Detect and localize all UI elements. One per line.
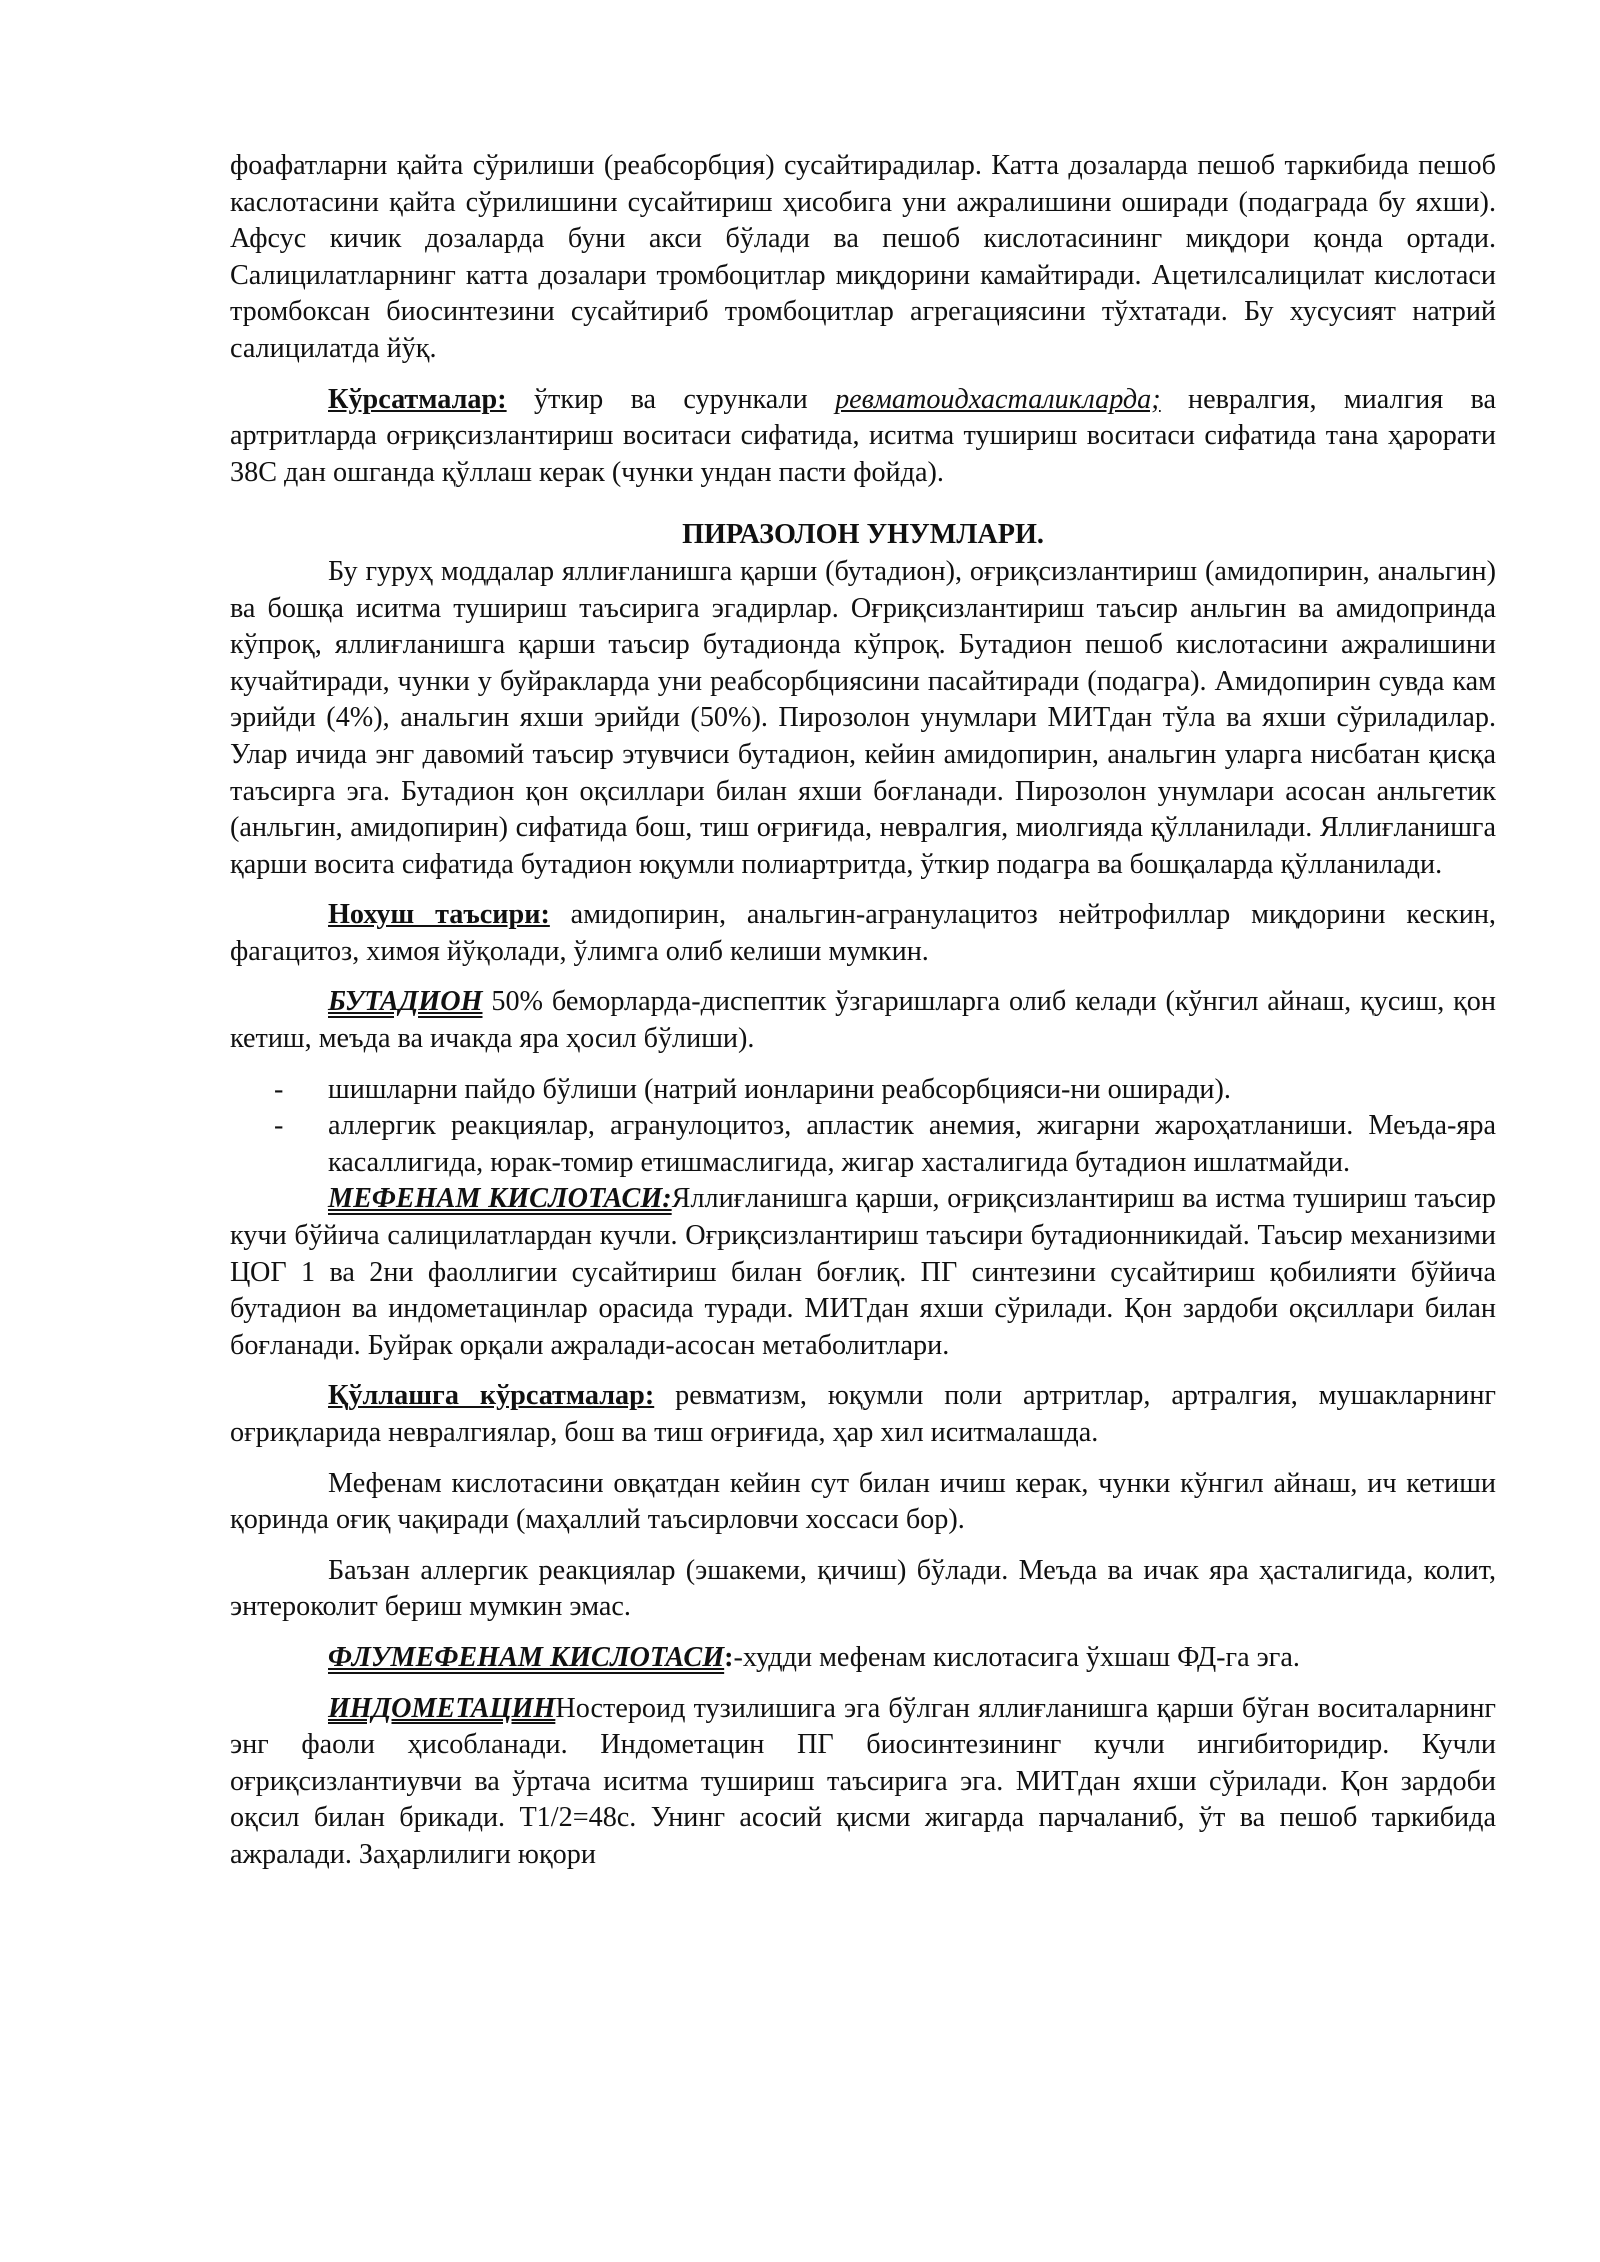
indications-text-2: невралгия, миалгия ва артритларда оғриқсизлантириш воситаси сифатида, иситма тушириш воситаси сифатида тана ҳарорати 38С дан ошганда қўллаш керак (чунки ундан пасти фойда). [230, 383, 1496, 488]
paragraph-indomethacin [230, 1691, 1496, 1874]
paragraph-salicylate-effects: фоафатларни қайта сўрилиши (реабсорбция) сусайтирадилар. Катта дозаларда пешоб таркибида пешоб каслотасини қайта сўрилишини сусайтириш ҳисобига уни ажралишини оширади (подаграда бу яхши). Афсус кичик дозаларда буни акси бўлади ва пешоб кислотасининг миқдори қонда ортади. Салицилатларнинг катта дозалари тромбоцитлар миқдорини камайтиради. Ацетилсалицилат кислотаси тромбоксан биосинтезини сусайтириб тромбоцитлар агрегациясини тўхтатади. Бу хусусият натрий салицилатда йўқ. [230, 150, 1496, 364]
side-effects-label: Нохуш таъсири: [328, 899, 550, 931]
mefenamic-text: Яллиғланишга қарши, оғриқсизлантириш ва истма тушириш таъсир кучи бўйича салицилатлардан кучли. Оғриқсизлантириш таъсири бутадионникидай. Таъсир механизими ЦОГ 1 ва 2ни фаоллигии сусайтириш билан боғлиқ. ПГ синтезини сусайтириш қобилияти бўйича бутадион ва индометацинлар орасида туради. МИТдан яхши сўрилади. Қон зардоби оқсиллари билан боғланади. Буйрак орқали ажралади-асосан метаболитлари. [230, 1183, 1496, 1361]
flufenamic-colon: : [724, 1641, 734, 1673]
paragraph-flufenamic-acid [230, 1640, 1496, 1677]
flufenamic-label: ФЛУМЕФЕНАМ КИСЛОТАСИ [328, 1641, 725, 1673]
paragraph-allergic-reactions: Баъзан аллергик реакциялар (эшакеми, қичиш) бўлади. Меъда ва ичак яра ҳасталигида, колит, энтероколит бериш мумкин эмас. [230, 1554, 1496, 1623]
paragraph-indications [230, 382, 1496, 492]
indications-emphasis: ревматоидхасталикларда; [835, 383, 1161, 415]
butadion-label: БУТАДИОН [328, 986, 483, 1018]
flufenamic-text: -худди мефенам кислотасига ўхшаш ФД-га эга. [733, 1641, 1300, 1673]
document-page [230, 148, 1496, 1874]
paragraph-butadion [230, 984, 1496, 1057]
mefenamic-label: МЕФЕНАМ КИСЛОТАСИ: [328, 1183, 672, 1215]
section-heading-pyrazolone: ПИРАЗОЛОН УНУМЛАРИ. [682, 519, 1044, 551]
paragraph-mefenamic-acid [230, 1181, 1496, 1364]
butadion-effects-list [230, 1072, 1496, 1182]
paragraph-pyrazolone: Бу гуруҳ моддалар яллиғланишга қарши (бутадион), оғриқсизлантириш (амидопирин, анальгин) ва бошқа иситма тушириш таъсирига эгадирлар. Оғриқсизлантириш таъсир анльгин ва амидопринда кўпроқ, яллиғланишга қарши таъсир бутадионда кўпроқ. Бутадион пешоб кислотасини ажралишини кучайтиради, чунки у буйракларда уни реабсорбциясини пасайтиради (подагра). Амидопирин сувда кам эрийди (4%), анальгин яхши эрийди (50%). Пирозолон унумлари МИТдан тўла ва яхши сўриладилар. Улар ичида энг давомий таъсир этувчиси бутадион, кейин амидопирин, анальгин уларга нисбатан қисқа таъсирга эга. Бутадион қон оқсиллари билан яхши боғланади. Пирозолон унумлари асосан анльгетик (анльгин, амидопирин) сифатида бош, тиш оғриғида, невралгия, миолгияда қўлланилади. Яллиғланишга қарши восита сифатида бутадион юқумли полиартритда, ўткир подагра ва бошқаларда қўлланилади. [230, 555, 1496, 880]
side-effects-text: амидопирин, анальгин-агранулацитоз нейтрофиллар миқдорини кескин, фагацитоз, химоя йўқолади, ўлимга олиб келиши мумкин. [230, 899, 1496, 967]
butadion-text: 50% беморларда-диспептик ўзгаришларга олиб келади (кўнгил айнаш, қусиш, қон кетиш, меъда ва ичакда яра ҳосил бўлиши). [230, 986, 1496, 1055]
indomethacin-text: Ностероид тузилишига эга бўлган яллиғланишга қарши бўган воситаларнинг энг фаоли ҳисобланади. Индометацин ПГ биосинтезининг кучли ингибиторидир. Кучли оғриқсизлантиувчи ва ўртача иситма тушириш таъсирига эга. МИТдан яхши сўрилади. Қон зардоби оқсил билан брикади. Т1/2=48с. Унинг асосий қисми жигарда парчаланиб, ўт ва пешоб таркибида ажралади. Заҳарлилиги юқори [230, 1692, 1496, 1870]
usage-indications-label: Қўллашга кўрсатмалар: [328, 1380, 655, 1412]
paragraph-mefenamic-intake: Мефенам кислотасини овқатдан кейин сут билан ичиш керак, чунки кўнгил айнаш, ич кетиши қоринда оғиқ чақиради (маҳаллий таъсирловчи хоссаси бор). [230, 1467, 1496, 1536]
indications-text-1: ўткир ва сурункали [506, 383, 836, 415]
paragraph-usage-indications [230, 1378, 1496, 1451]
paragraph-side-effects [230, 897, 1496, 970]
indomethacin-label: ИНДОМЕТАЦИН [328, 1692, 556, 1724]
list-item: - аллергик реакциялар, агранулоцитоз, апластик анемия, жигарни жароҳатланиши. Меъда-яра касаллигида, юрак-томир етишмаслигида, жигар хасталигида бутадион ишлатмайди. [328, 1108, 1496, 1181]
indications-label: Кўрсатмалар: [328, 383, 507, 415]
usage-indications-text: ревматизм, юқумли поли артритлар, артралгия, мушакларнинг оғриқларида невралгиялар, бош ва тиш оғриғида, ҳар хил иситмалашда. [230, 1380, 1496, 1448]
list-item: - шишларни пайдо бўлиши (натрий ионларини реабсорбцияси-ни оширади). [328, 1072, 1496, 1109]
